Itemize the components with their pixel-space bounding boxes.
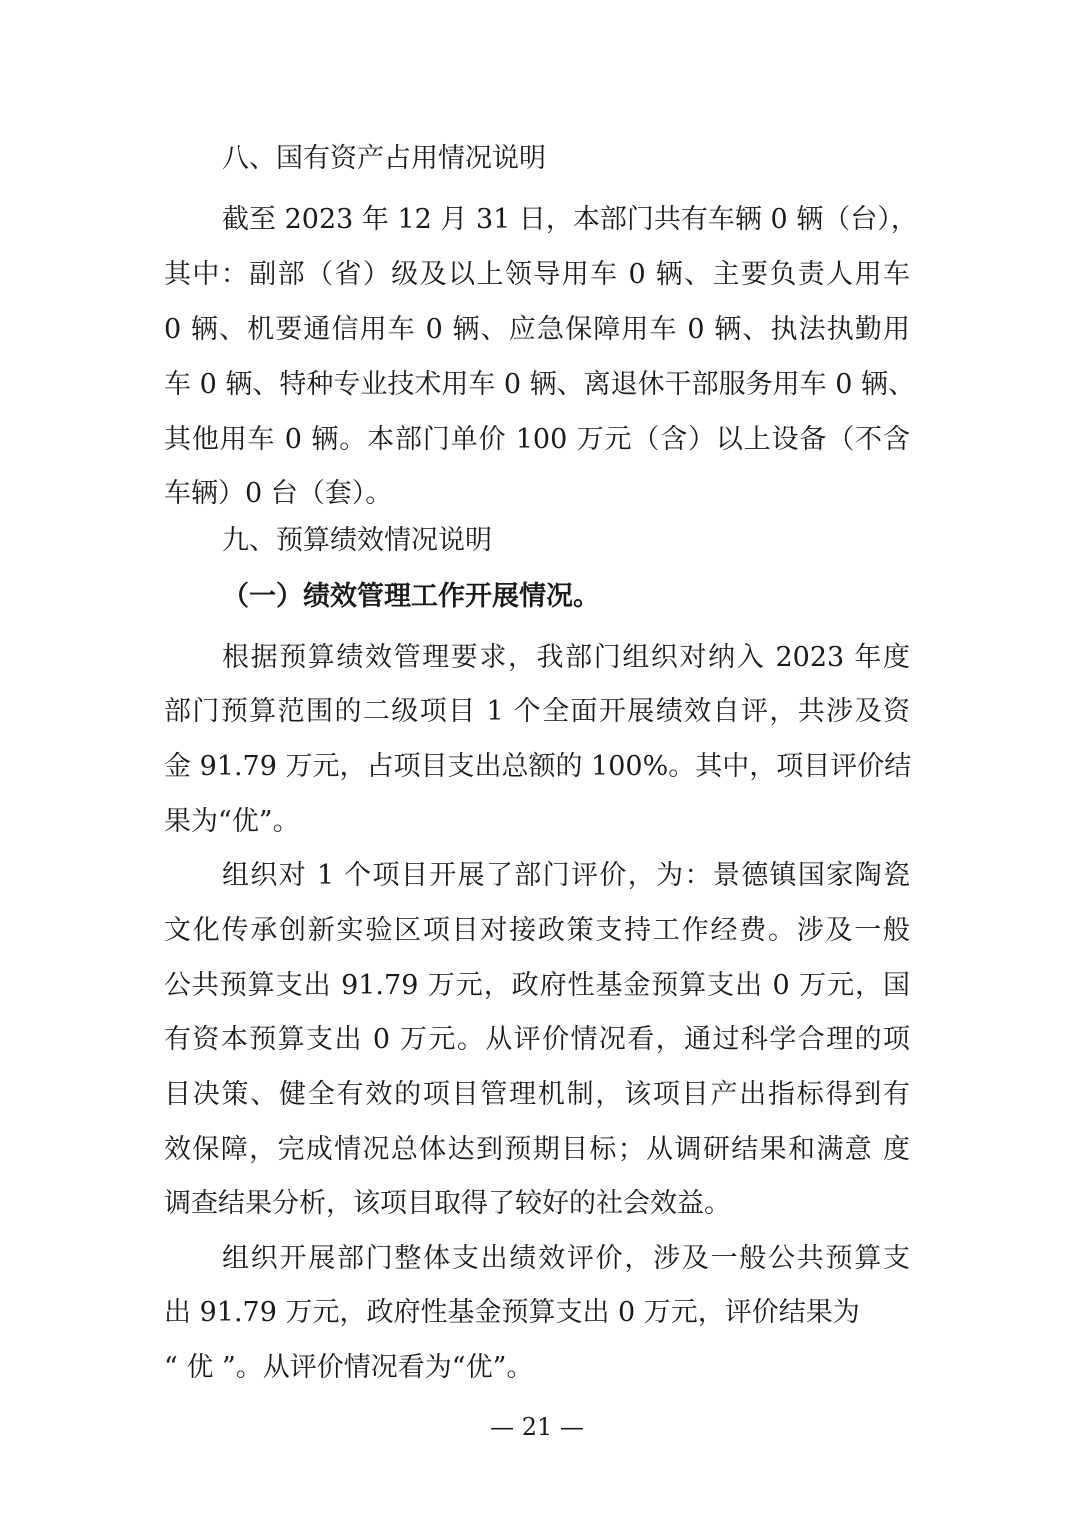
section-8-line-1: 截至 2023 年 12 月 31 日，本部门共有车辆 0 辆（台）， (222, 204, 918, 235)
section-8-line-5: 其他用车 0 辆。本部门单价 100 万元（含）以上设备（不含 (164, 424, 910, 455)
para-1-line-1: 根据预算绩效管理要求，我部门组织对纳入 2023 年度 (222, 642, 910, 673)
page-number: — 21 — (490, 1413, 584, 1441)
section-8-line-3: 0 辆、机要通信用车 0 辆、应急保障用车 0 辆、执法执勤用 (164, 314, 910, 345)
section-8-line-4: 车 0 辆、特种专业技术用车 0 辆、离退休干部服务用车 0 辆、 (164, 369, 916, 400)
para-3-line-1: 组织开展部门整体支出绩效评价，涉及一般公共预算支 (222, 1243, 910, 1274)
para-1-line-4: 果为“优”。 (164, 806, 300, 837)
para-2-line-1: 组织对 1 个项目开展了部门评价，为：景德镇国家陶瓷 (222, 860, 910, 891)
section-8-line-2: 其中：副部（省）级及以上领导用车 0 辆、主要负责人用车 (164, 259, 910, 290)
para-2-line-5: 目决策、健全有效的项目管理机制，该项目产出指标得到有 (164, 1079, 910, 1110)
para-1-line-2: 部门预算范围的二级项目 1 个全面开展绩效自评，共涉及资 (164, 696, 910, 727)
section-9-subheading: （一）绩效管理工作开展情况。 (222, 581, 600, 612)
section-8-line-6: 车辆）0 台（套）。 (164, 478, 393, 509)
para-3-line-3: “ 优 ”。从评价情况看为“优”。 (164, 1352, 534, 1383)
section-9-heading: 九、预算绩效情况说明 (222, 525, 492, 556)
para-3-line-2: 出 91.79 万元，政府性基金预算支出 0 万元，评价结果为 (164, 1297, 860, 1328)
para-2-line-3: 公共预算支出 91.79 万元，政府性基金预算支出 0 万元，国 (164, 970, 910, 1001)
para-2-line-4: 有资本预算支出 0 万元。从评价情况看，通过科学合理的项 (164, 1024, 910, 1055)
section-8-heading: 八、国有资产占用情况说明 (222, 143, 546, 174)
para-1-line-3: 金 91.79 万元，占项目支出总额的 100%。其中，项目评价结 (164, 751, 912, 782)
para-2-line-6: 效保障，完成情况总体达到预期目标；从调研结果和满意 度 (164, 1134, 910, 1165)
para-2-line-7: 调查结果分析，该项目取得了较好的社会效益。 (164, 1188, 731, 1219)
para-2-line-2: 文化传承创新实验区项目对接政策支持工作经费。涉及一般 (164, 915, 910, 946)
